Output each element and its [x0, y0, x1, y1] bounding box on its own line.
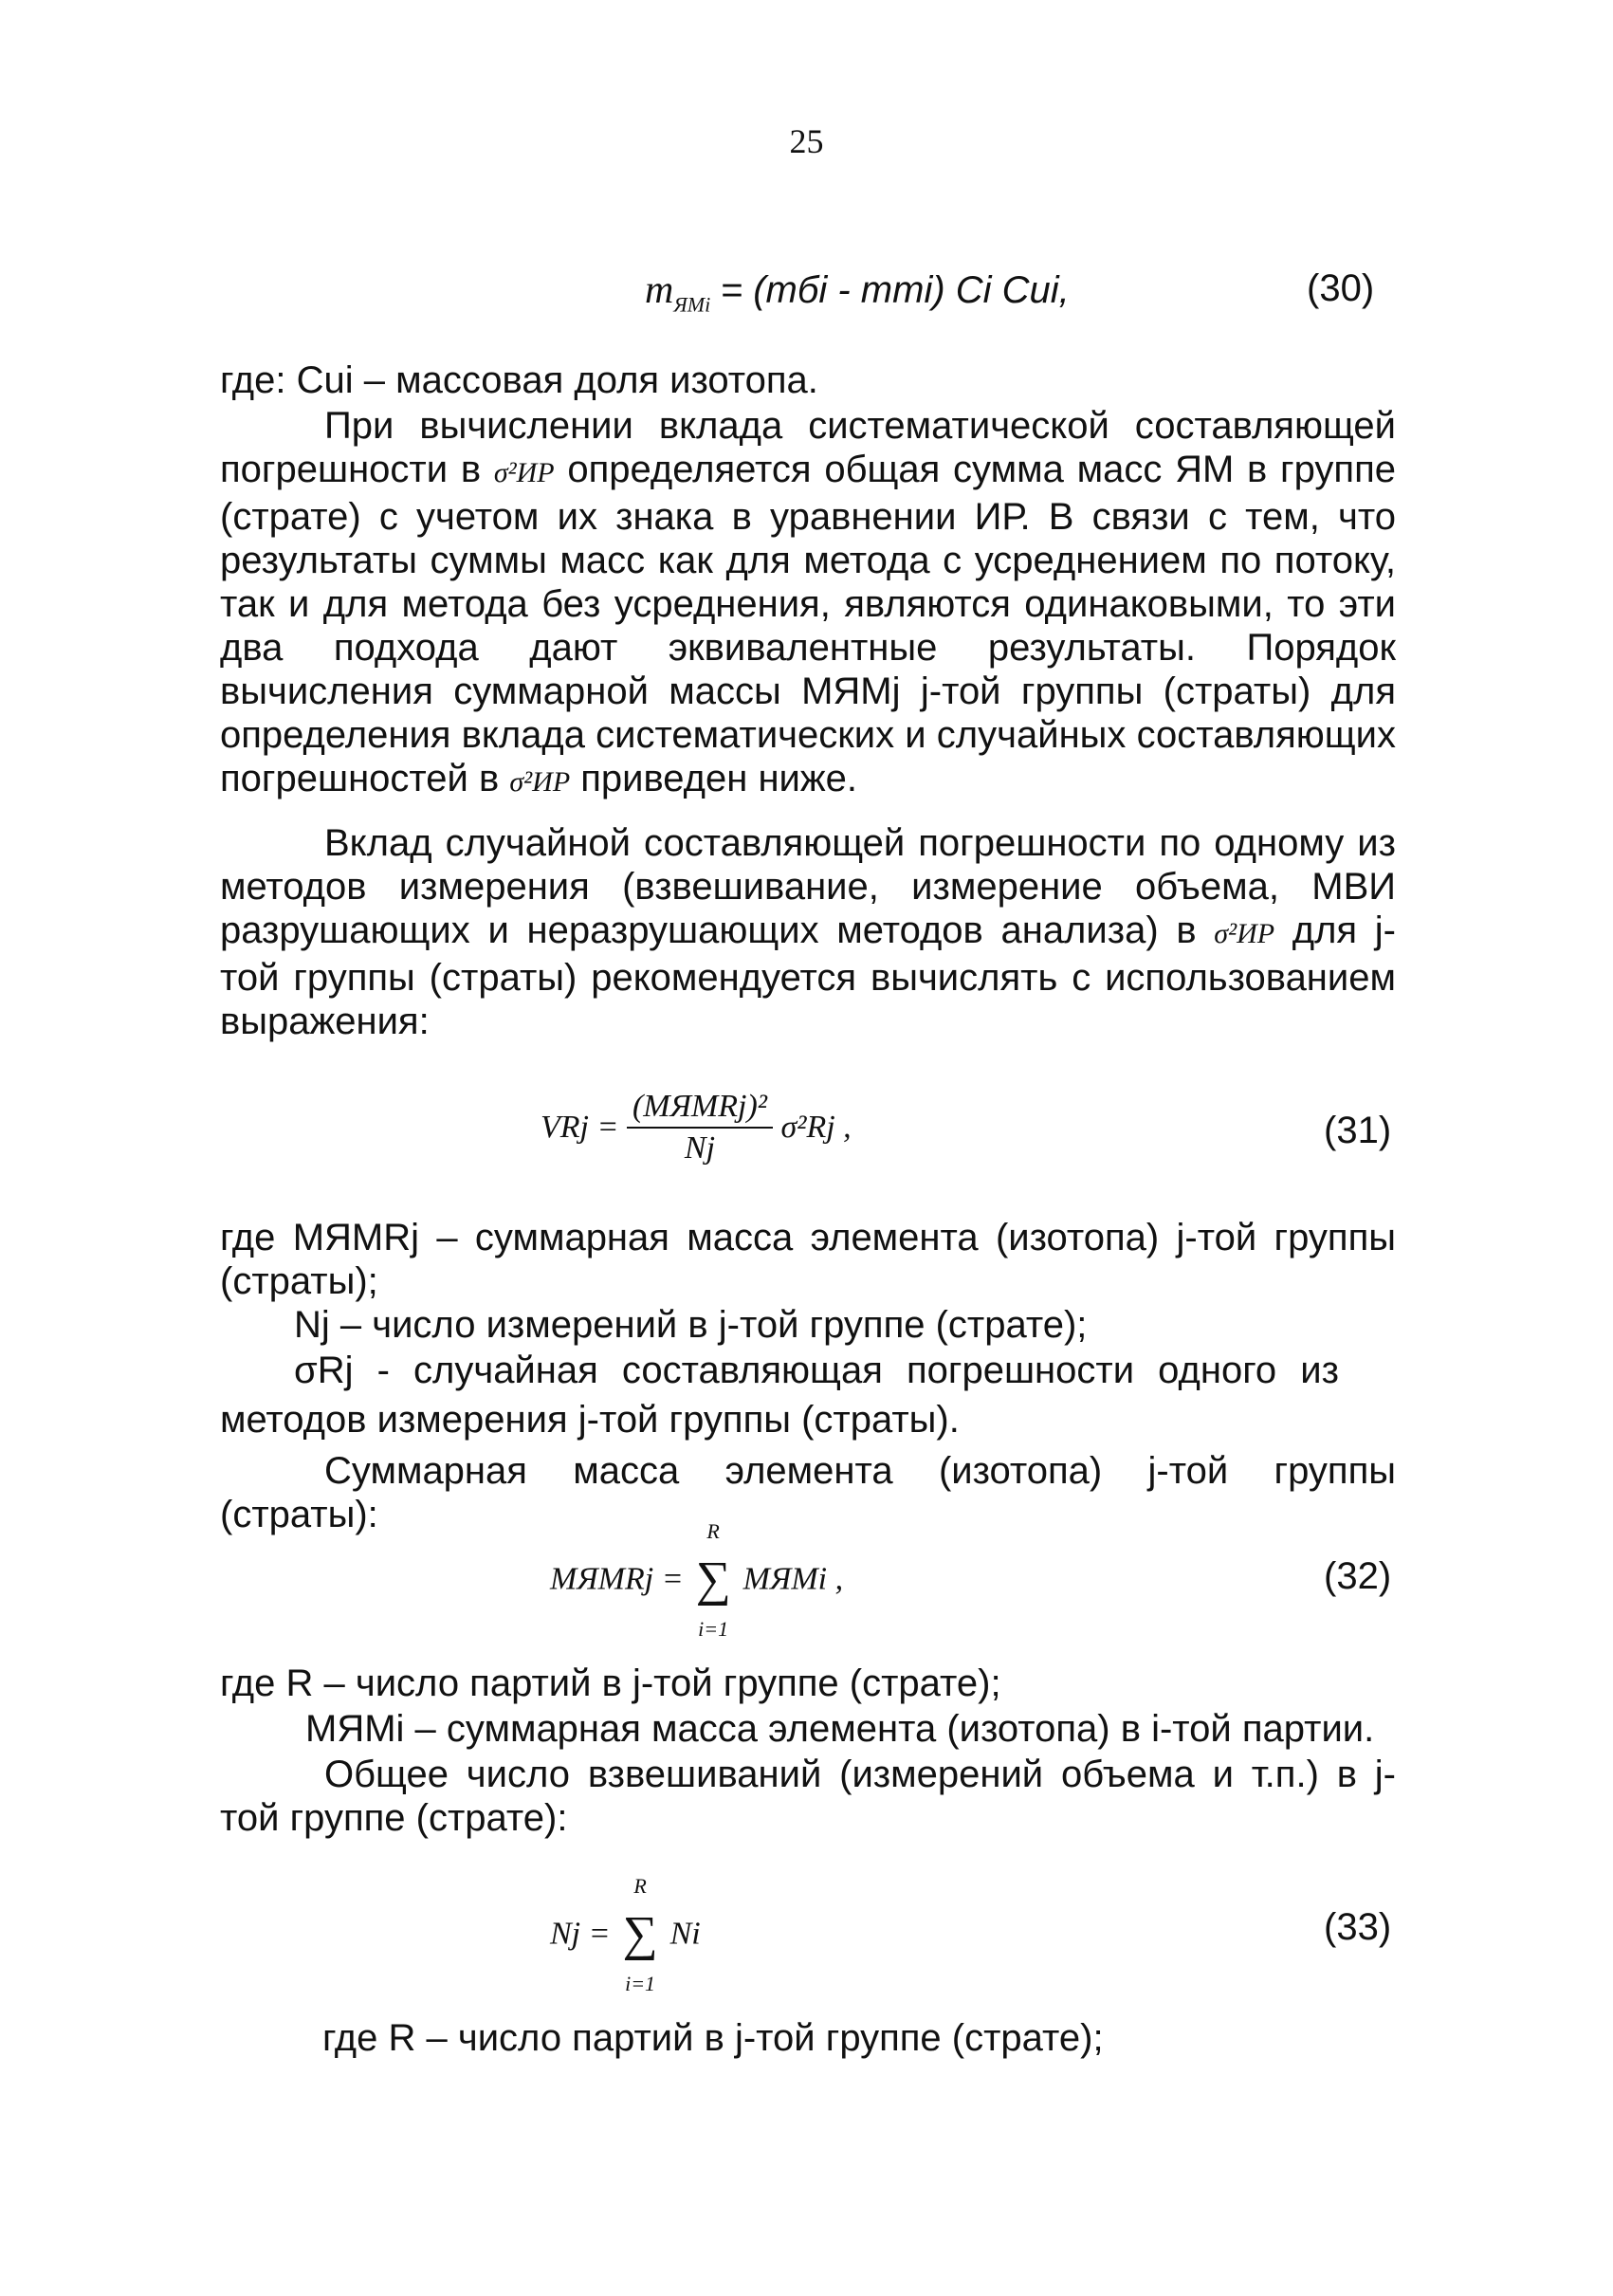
definition-sigma-rj-cont: методов измерения j-той группы (страты).	[220, 1399, 960, 1441]
p2-part1: Вклад случайной составляющей погрешности по одному из методов измерения (взвешивание, измерение объема, МВИ разрушающих и неразрушающих методов анализа) в	[220, 822, 1396, 951]
paragraph-random	[220, 821, 1396, 1043]
equation-31-number: (31)	[1324, 1110, 1392, 1151]
eq30-lhs: m	[645, 268, 674, 312]
eq33-sum	[618, 1874, 662, 1995]
eq32-sum	[691, 1519, 735, 1641]
equation-30	[645, 267, 1070, 317]
p1-part2: определяется общая сумма масс ЯМ в группе (страте) с учетом их знака в уравнении ИР. В связи с тем, что результаты суммы масс как для метода с усреднением по потоку, так и для метода без усреднения, являются одинаковыми, то эти два подхода дают эквивалентные результаты. Порядок вычисления суммарной массы MЯМj j-той группы (страты) для определения вклада систематических и случайных составляющих погрешностей в	[220, 449, 1396, 799]
paragraph-systematic	[220, 404, 1396, 804]
eq31-numerator: (MЯМRj)²	[627, 1089, 773, 1129]
paragraph-total-mass: Суммарная масса элемента (изотопа) j-той группы (страты):	[220, 1450, 1396, 1535]
where-cui-line: где: Cui – массовая доля изотопа.	[220, 359, 818, 401]
definition-r: где R – число партий в j-той группе (страте);	[220, 1662, 1001, 1704]
sum-sign-icon: ∑	[622, 1907, 658, 1961]
page-number: 25	[789, 122, 824, 160]
eq33-sum-bottom: i=1	[625, 1972, 656, 1995]
eq31-denominator: Nj	[684, 1130, 716, 1166]
definition-r-2: где R – число партий в j-той группе (страте);	[322, 2017, 1104, 2059]
p1-part3: приведен ниже.	[570, 758, 858, 799]
eq33-sum-top: R	[633, 1874, 647, 1898]
eq31-lhs: VRj =	[541, 1110, 619, 1145]
sigma-ir-symbol-2: σ²ИР	[509, 766, 571, 798]
definition-sigma-rj: σRj - случайная составляющая погрешности одного из	[294, 1350, 1339, 1391]
eq31-fraction	[627, 1089, 773, 1166]
equation-30-number: (30)	[1307, 267, 1375, 309]
sigma-ir-symbol-3: σ²ИР	[1214, 918, 1275, 949]
eq32-sum-bottom: i=1	[698, 1617, 729, 1641]
eq30-rhs: = (mбi - mmi) Ci Cui,	[720, 269, 1070, 311]
sum-sign-icon: ∑	[695, 1552, 731, 1607]
p2-part2: для j-той группы (страты) рекомендуется вычислять с использованием выражения:	[220, 909, 1396, 1042]
definition-mjami: MЯМi – суммарная масса элемента (изотопа) в i-той партии.	[305, 1708, 1375, 1750]
eq32-lhs: MЯМRj =	[550, 1561, 684, 1597]
eq33-term: Ni	[669, 1916, 701, 1952]
eq30-lhs-sub: ЯМi	[673, 292, 711, 317]
paragraph-total-count: Общее число взвешиваний (измерений объема и т.п.) в j-той группе (страте):	[220, 1754, 1396, 1839]
equation-33-number: (33)	[1324, 1906, 1392, 1948]
eq33-lhs: Nj =	[550, 1916, 611, 1952]
eq31-tail: σ²Rj ,	[780, 1110, 852, 1145]
equation-33	[550, 1874, 701, 1995]
definition-nj: Nj – число измерений в j-той группе (страте);	[294, 1304, 1088, 1346]
equation-31	[541, 1089, 852, 1166]
definition-mjamrj: где MЯМRj – суммарная масса элемента (изотопа) j-той группы (страты);	[220, 1217, 1396, 1302]
eq32-sum-top: R	[706, 1519, 720, 1543]
eq32-term: MЯМi ,	[742, 1561, 844, 1597]
equation-32-number: (32)	[1324, 1555, 1392, 1597]
equation-32	[550, 1519, 844, 1641]
p1-part1: При вычислении вклада систематической составляющей погрешности в	[220, 405, 1396, 490]
sigma-ir-symbol: σ²ИР	[493, 457, 555, 488]
